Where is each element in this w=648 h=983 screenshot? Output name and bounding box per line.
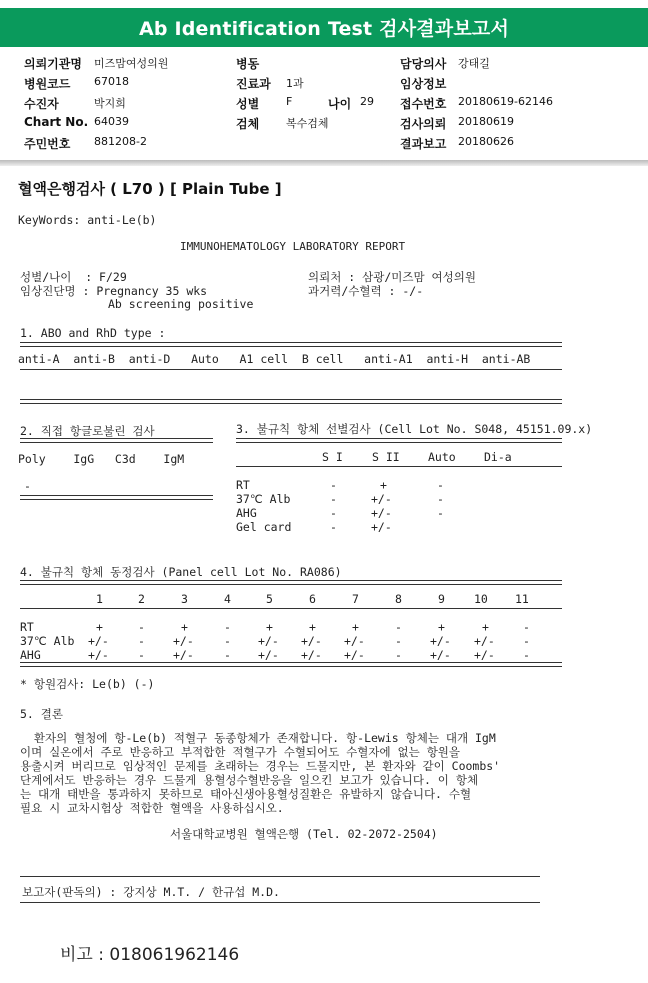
sec1-rule-mid [20,369,562,370]
sec4-col-9: 9 [438,592,445,606]
field-request-date: 검사의뢰 20180619 [400,115,514,131]
sec1-title: 1. ABO and RhD type : [20,326,166,340]
sec4-cell: - [395,634,402,648]
field-institution: 의뢰기관명 미즈맘여성의원 [24,57,169,71]
sec4-cell: - [395,620,402,634]
sec3-cell: - [330,492,337,506]
sec2-rule-top [20,438,213,443]
sec4-cell: - [138,648,145,662]
field-resident-no: 주민번호 881208-2 [24,135,147,151]
field-doctor: 담당의사 강태길 [400,57,490,71]
sec4-cell: +/- [173,648,194,662]
sec4-cell: +/- [474,634,495,648]
sec4-cell: +/- [258,648,279,662]
sec3-rule-top [236,438,562,443]
sec3-rule-mid [236,466,562,467]
sec2-rule-bottom [20,495,213,500]
sec4-cell: +/- [258,634,279,648]
sec4-cell: +/- [344,634,365,648]
field-report-date: 결과보고 20180626 [400,135,514,151]
sec3-head-si: S I [322,450,343,464]
sec4-cell: +/- [173,634,194,648]
sec4-cell: - [138,620,145,634]
conclusion-line: 환자의 혈청에 항-Le(b) 적혈구 동종항체가 존재합니다. 항-Lewis 항체는 대개 IgM [20,731,496,745]
sec3-row-label: RT [236,478,250,492]
sec4-cell: +/- [301,634,322,648]
sec4-col-11: 11 [515,592,529,606]
referrer: 의뢰처 : 삼광/미즈맘 여성의원 [308,270,476,284]
sec4-cell: - [138,634,145,648]
sec1-rule-top [20,342,562,347]
sec3-cell: - [330,520,337,534]
sec4-cell: + [438,620,445,634]
sec3-cell: +/- [371,492,392,506]
report-banner [0,8,648,47]
conclusion-line: 용출시켜 버리므로 임상적인 문제를 초래하는 경우는 드물지만, 본 환자와 같이 Coombs' [20,759,501,773]
sec4-cell: +/- [430,634,451,648]
field-age: 나이 29 [328,95,374,111]
sec4-row-label: 37℃ Alb [20,634,75,648]
sec4-cell: - [224,634,231,648]
sec4-cell: +/- [88,634,109,648]
sec4-cell: + [266,620,273,634]
sec5-title: 5. 결론 [20,707,63,721]
report-body [0,166,648,983]
conclusion-line: 단계에서도 반응하는 경우 드물게 용혈성수혈반응을 일으킨 보고가 있습니다. 이 항체 [20,773,479,787]
sec4-cell: + [96,620,103,634]
reporter: 보고자(판독의) : 강지상 M.T. / 한규섭 M.D. [22,885,280,899]
conclusion-line: 는 대개 태반을 통과하지 못하므로 태아신생아용혈성질환은 유발하지 않습니다. 수혈 [20,787,472,801]
sec4-cell: - [224,620,231,634]
sec1-columns: anti-A anti-B anti-D Auto A1 cell B cell anti-A1 anti-H anti-AB [18,352,531,366]
sec4-col-1: 1 [96,592,103,606]
field-hospital-code: 병원코드 67018 [24,75,129,91]
sec4-rule-bottom [20,662,562,667]
hospital-contact: 서울대학교병원 혈액은행 (Tel. 02-2072-2504) [170,827,438,841]
sec3-title: 3. 불규칙 항체 선별검사 (Cell Lot No. S048, 45151.09.x) [236,422,593,436]
sec4-cell: - [395,648,402,662]
field-patient: 수진자 박지희 [24,97,126,111]
sec3-cell: +/- [371,520,392,534]
sec3-row-label: 37℃ Alb [236,492,291,506]
sec4-cell: + [309,620,316,634]
sec4-title: 4. 불규칙 항체 동정검사 (Panel cell Lot No. RA086) [20,565,342,579]
banner-title: Ab Identification Test 검사결과보고서 [138,18,510,40]
sec3-cell: - [437,506,444,520]
diagnosis-line1: 임상진단명 : Pregnancy 35 wks [20,284,208,298]
sec4-col-2: 2 [138,592,145,606]
header-info [0,47,648,157]
sec4-col-5: 5 [266,592,273,606]
history: 과거력/수혈력 : -/- [308,284,424,298]
antigen-test: * 항원검사: Le(b) (-) [20,677,155,691]
sec4-cell: +/- [88,648,109,662]
remarks: 비고 : 018061962146 [60,945,240,965]
sec3-cell: - [330,506,337,520]
field-department: 진료과 1과 [236,77,304,91]
conclusion-line: 필요 시 교차시험상 적합한 혈액을 사용하십시오. [20,801,284,815]
sec1-rule-bottom [20,399,562,404]
sec4-cell: +/- [474,648,495,662]
diagnosis-line2: Ab screening positive [108,297,254,311]
sex-age: 성별/나이 : F/29 [20,270,127,284]
sec4-cell: - [224,648,231,662]
sec4-cell: + [352,620,359,634]
sec3-head-dia: Di-a [484,450,512,464]
sec3-row-label: AHG [236,506,257,520]
sec4-cell: - [523,620,530,634]
field-specimen: 검체 복수검체 [236,117,329,131]
sec4-col-7: 7 [352,592,359,606]
sig-rule-top [20,876,540,877]
sec3-row-label: Gel card [236,520,292,534]
sec2-value: - [24,479,31,493]
sec4-cell: + [181,620,188,634]
sec4-rule-top [20,580,562,585]
sec3-head-auto: Auto [428,450,456,464]
sec2-columns: Poly IgG C3d IgM [18,452,185,466]
sec3-cell: +/- [371,506,392,520]
keywords: KeyWords: anti-Le(b) [18,213,157,227]
sec4-cell: - [523,634,530,648]
sec4-cell: +/- [430,648,451,662]
sec4-cell: +/- [301,648,322,662]
sec3-cell: - [330,478,337,492]
sec4-rule-mid [20,608,562,609]
sec4-col-8: 8 [395,592,402,606]
report-title: 혈액은행검사 ( L70 ) [ Plain Tube ] [18,180,282,198]
field-ward: 병동 [236,57,260,71]
sec3-cell: + [380,478,387,492]
field-clinical-info: 임상정보 [400,77,447,91]
field-chart-no: Chart No. 64039 [24,115,129,129]
lab-title: IMMUNOHEMATOLOGY LABORATORY REPORT [180,240,406,253]
sec4-col-3: 3 [181,592,188,606]
sec3-cell: - [437,492,444,506]
field-sex: 성별 F [236,95,293,111]
sec3-cell: - [437,478,444,492]
sec4-row-label: RT [20,620,34,634]
sig-rule-bottom [20,902,540,903]
sec4-col-4: 4 [224,592,231,606]
sec4-col-6: 6 [309,592,316,606]
sec4-row-label: AHG [20,648,41,662]
sec2-title: 2. 직접 항글로불린 검사 [20,424,155,438]
field-receipt-no: 접수번호 20180619-62146 [400,95,553,111]
sec4-cell: +/- [344,648,365,662]
conclusion-line: 이며 실온에서 주로 반응하고 부적합한 적혈구가 수혈되어도 수혈자에 없는 항원을 [20,745,461,759]
sec4-cell: - [523,648,530,662]
sec3-head-sii: S II [372,450,400,464]
sec4-cell: + [482,620,489,634]
sec4-col-10: 10 [474,592,488,606]
